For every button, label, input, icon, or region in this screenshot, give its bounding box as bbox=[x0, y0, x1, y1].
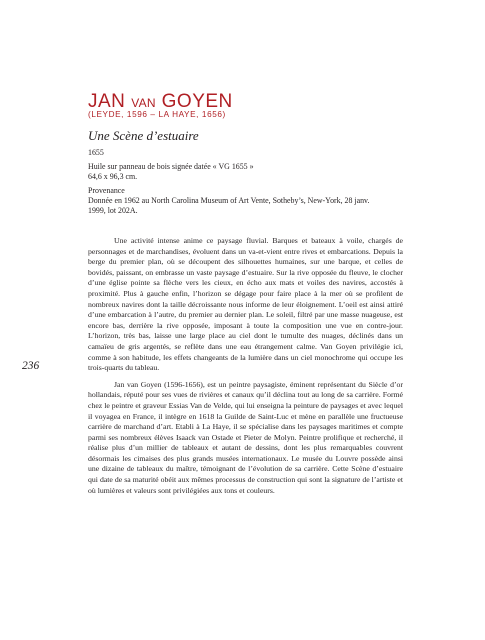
artist-first-name: JAN bbox=[88, 91, 126, 112]
artwork-medium: Huile sur panneau de bois signée datée « VG 1655 » bbox=[88, 162, 254, 171]
artwork-dimensions: 64,6 x 96,3 cm. bbox=[88, 172, 138, 181]
artist-dates: (LEYDE, 1596 – LA HAYE, 1656) bbox=[88, 110, 226, 119]
paragraph-biography: Jan van Goyen (1596-1656), est un peintre paysagiste, éminent représentant du Siècle d’or hollandais, réputé pour ses vues de rivières et canaux qu’il déclina tout au long de sa carrière. Formé chez le peintre et graveur Essias Van de Velde, qui lui enseigna la peinture de paysages et avec lequel il voyagea en France, il intègre en 1618 la Guilde de Saint-Luc et mène en parallèle une fructueuse carrière de marchand d’art. Etabli à La Haye, il se spécialise dans les paysages maritimes et compte parmi ses nombreux élèves Isaack van Ostade et Pieter de Molyn. Peintre prolifique et recherché, il réalise plus d’un millier de tableaux et autant de dessins, dont les plus remarquables couvrent désormais les cimaises des plus grands musées internationaux. Le musée du Louvre possède ainsi une dizaine de tableaux du maître, témoignant de l’évolution de sa carrière. Cette Scène d’estuaire qui date de sa maturité obéit aux mêmes processus de construction qui sont la signature de l’artiste et où lumières et valeurs sont privilégiées aux tons et couleurs. bbox=[88, 379, 403, 495]
paragraph-description: Une activité intense anime ce paysage fluvial. Barques et bateaux à voile, chargés de personnages et de marchandises, évoluent dans un va-et-vient entre rives et embarcations. Depuis la berge du premier plan, où se découpent des silhouettes humaines, sur une barque, et celles de bovidés, paissant, on embrasse un vaste paysage d’estuaire. Sur la rive opposée du fleuve, le clocher d’une église pointe sa flèche vers les cieux, en écho aux mats et voiles des navires, accostés à proximité. Plus à gauche enfin, l’horizon se dégage pour faire place à la mer où se profilent de nombreux navires dont la taille décroissante nous informe de leur éloignement. L’oeil est ainsi attiré d’une embarcation à l’autre, du premier au dernier plan. Le soleil, filtré par une masse nuageuse, est encore bas, derrière la rive opposée, imposant à toute la composition une vue en contre-jour. L’horizon, très bas, laisse une large place au ciel dont le tumulte des nuages, déclinés dans un camaïeu de gris argentés, se reflète dans une eau étrangement calme. Van Goyen privilégie ici, comme à son habitude, les effets changeants de la lumière dans un ciel monochrome qui occupe les trois-quarts du tableau. bbox=[88, 236, 403, 373]
artist-last-name: GOYEN bbox=[161, 91, 233, 112]
provenance-line-2: 1999, lot 202A. bbox=[88, 206, 138, 215]
artwork-year: 1655 bbox=[88, 148, 104, 157]
artist-particle: VAN bbox=[131, 96, 156, 110]
provenance-line-1: Donnée en 1962 au North Carolina Museum of Art Vente, Sotheby’s, New-York, 28 janv. bbox=[88, 196, 370, 205]
page-number: 236 bbox=[22, 360, 40, 372]
provenance-label: Provenance bbox=[88, 186, 125, 195]
body-text bbox=[88, 236, 403, 502]
artwork-title: Une Scène d’estuaire bbox=[88, 128, 199, 143]
